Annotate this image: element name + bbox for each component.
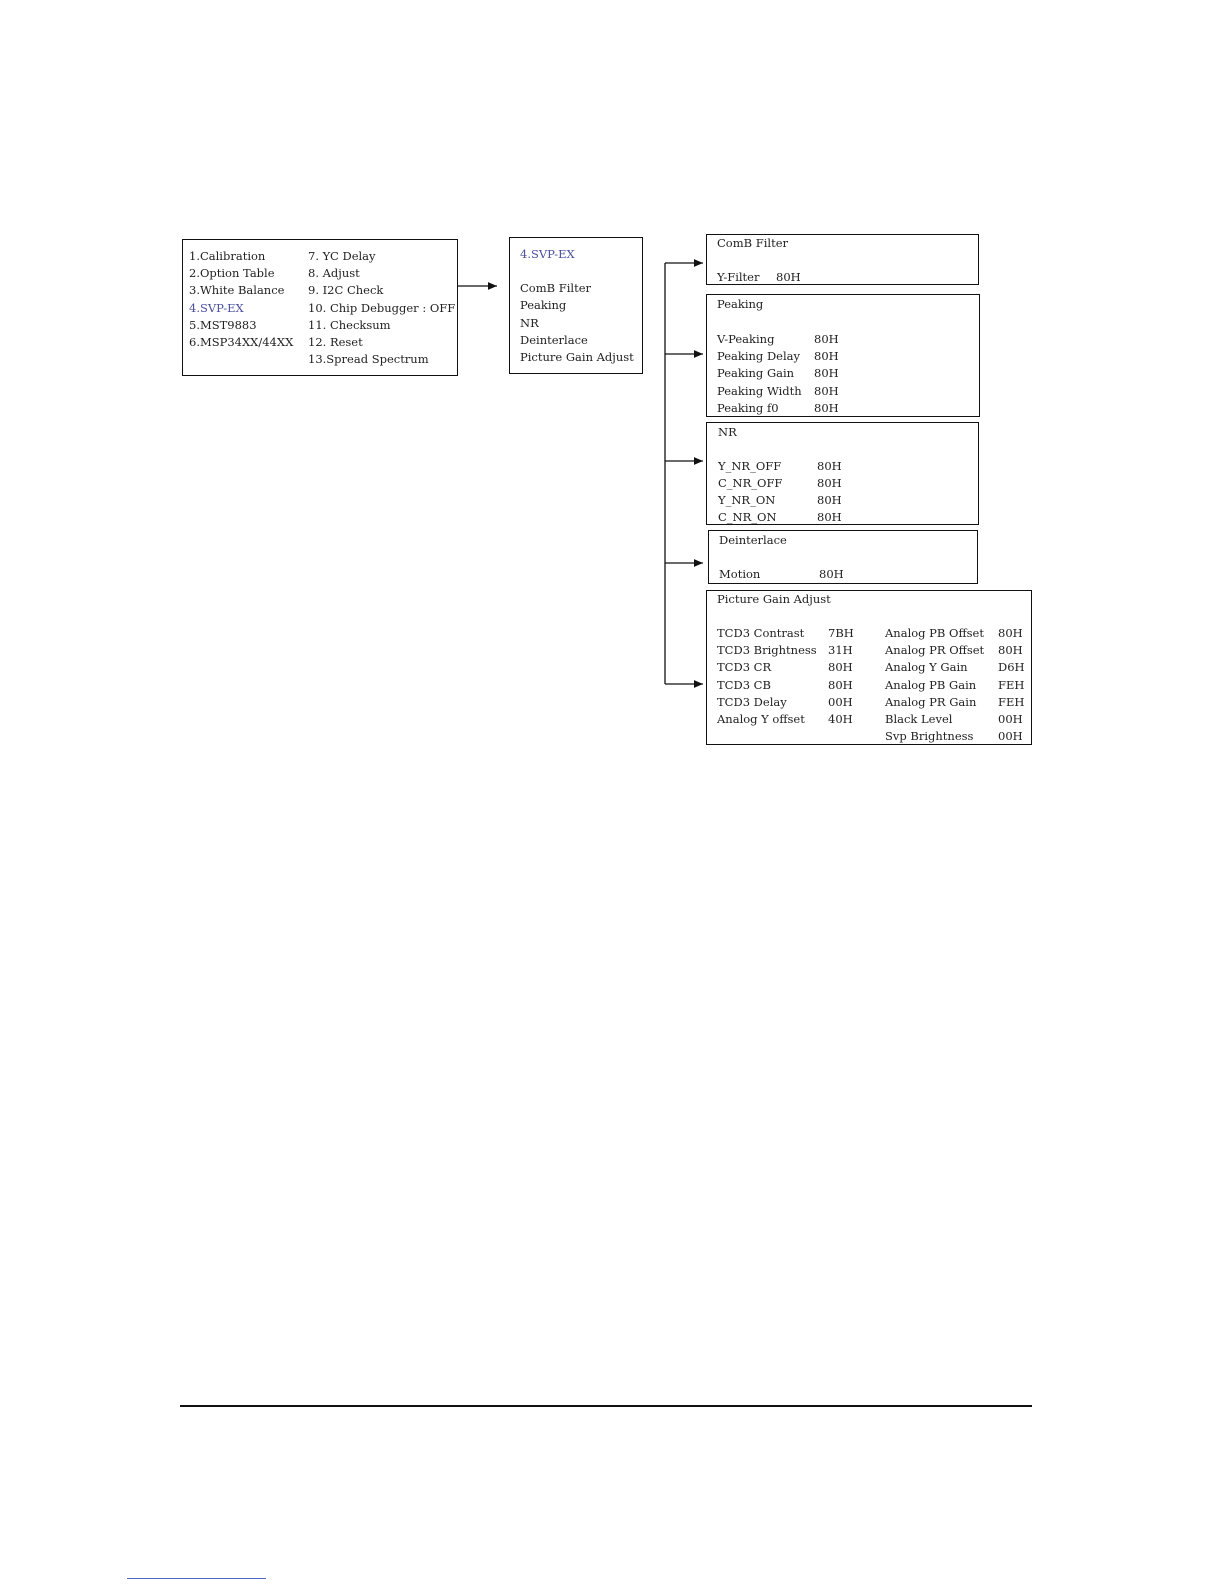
picture-gain-value[interactable]: 80H bbox=[828, 660, 853, 674]
nr-label: C_NR_OFF bbox=[718, 476, 783, 490]
main-menu-box bbox=[182, 239, 458, 376]
svp-item-picture-gain[interactable]: Picture Gain Adjust bbox=[520, 350, 634, 364]
picture-gain-value[interactable]: D6H bbox=[998, 660, 1025, 674]
comb-filter-box bbox=[706, 234, 979, 285]
deinterlace-box bbox=[708, 530, 978, 584]
peaking-label: Peaking Width bbox=[717, 384, 802, 398]
nr-label: Y_NR_OFF bbox=[718, 459, 782, 473]
nr-box bbox=[706, 422, 979, 525]
picture-gain-label: Analog Y offset bbox=[717, 712, 805, 726]
menu-item-calibration[interactable]: 1.Calibration bbox=[189, 249, 266, 263]
menu-item-mst9883[interactable]: 5.MST9883 bbox=[189, 318, 257, 332]
picture-gain-value[interactable]: 00H bbox=[998, 729, 1023, 743]
picture-gain-value[interactable]: 80H bbox=[998, 626, 1023, 640]
menu-item-chip-debugger[interactable]: 10. Chip Debugger : OFF bbox=[308, 301, 456, 315]
peaking-label: Peaking f0 bbox=[717, 401, 779, 415]
peaking-value[interactable]: 80H bbox=[814, 349, 839, 363]
menu-item-adjust[interactable]: 8. Adjust bbox=[308, 266, 360, 280]
footer-rule bbox=[180, 1405, 1032, 1407]
nr-value[interactable]: 80H bbox=[817, 459, 842, 473]
nr-value[interactable]: 80H bbox=[817, 510, 842, 524]
peaking-value[interactable]: 80H bbox=[814, 384, 839, 398]
picture-gain-label: TCD3 Contrast bbox=[717, 626, 805, 640]
comb-filter-label: Y-Filter bbox=[717, 270, 760, 284]
picture-gain-label: Svp Brightness bbox=[885, 729, 974, 743]
menu-item-white-balance[interactable]: 3.White Balance bbox=[189, 283, 285, 297]
picture-gain-value[interactable]: 31H bbox=[828, 643, 853, 657]
deinterlace-label: Motion bbox=[719, 567, 761, 581]
menu-item-i2c-check[interactable]: 9. I2C Check bbox=[308, 283, 384, 297]
picture-gain-label: Black Level bbox=[885, 712, 953, 726]
peaking-value[interactable]: 80H bbox=[814, 332, 839, 346]
svp-item-comb-filter[interactable]: ComB Filter bbox=[520, 281, 591, 295]
peaking-value[interactable]: 80H bbox=[814, 366, 839, 380]
menu-item-svp-ex[interactable]: 4.SVP-EX bbox=[189, 301, 244, 315]
svp-item-peaking[interactable]: Peaking bbox=[520, 298, 567, 312]
picture-gain-label: TCD3 Delay bbox=[717, 695, 787, 709]
peaking-value[interactable]: 80H bbox=[814, 401, 839, 415]
menu-item-msp34xx[interactable]: 6.MSP34XX/44XX bbox=[189, 335, 294, 349]
picture-gain-label: TCD3 CB bbox=[717, 678, 771, 692]
menu-item-option-table[interactable]: 2.Option Table bbox=[189, 266, 275, 280]
picture-gain-label: TCD3 Brightness bbox=[717, 643, 817, 657]
svp-menu-box bbox=[509, 237, 643, 374]
picture-gain-label: Analog PB Gain bbox=[885, 678, 977, 692]
peaking-label: V-Peaking bbox=[717, 332, 775, 346]
svp-item-deinterlace[interactable]: Deinterlace bbox=[520, 333, 588, 347]
picture-gain-value[interactable]: 00H bbox=[828, 695, 853, 709]
nr-value[interactable]: 80H bbox=[817, 493, 842, 507]
svp-menu-title: 4.SVP-EX bbox=[520, 247, 575, 261]
picture-gain-value[interactable]: 80H bbox=[828, 678, 853, 692]
picture-gain-box bbox=[706, 590, 1032, 745]
peaking-label: Peaking Delay bbox=[717, 349, 801, 363]
picture-gain-value[interactable]: 80H bbox=[998, 643, 1023, 657]
nr-label: C_NR_ON bbox=[718, 510, 777, 524]
peaking-label: Peaking Gain bbox=[717, 366, 795, 380]
picture-gain-value[interactable]: 40H bbox=[828, 712, 853, 726]
comb-filter-title: ComB Filter bbox=[717, 236, 788, 250]
menu-item-yc-delay[interactable]: 7. YC Delay bbox=[308, 249, 376, 263]
deinterlace-title: Deinterlace bbox=[719, 533, 787, 547]
picture-gain-value[interactable]: FEH bbox=[998, 678, 1025, 692]
picture-gain-label: Analog PR Gain bbox=[885, 695, 977, 709]
menu-item-reset[interactable]: 12. Reset bbox=[308, 335, 363, 349]
nr-label: Y_NR_ON bbox=[718, 493, 776, 507]
picture-gain-title: Picture Gain Adjust bbox=[717, 592, 831, 606]
picture-gain-value[interactable]: 00H bbox=[998, 712, 1023, 726]
menu-item-spread-spectrum[interactable]: 13.Spread Spectrum bbox=[308, 352, 429, 366]
picture-gain-label: Analog PB Offset bbox=[885, 626, 984, 640]
menu-item-checksum[interactable]: 11. Checksum bbox=[308, 318, 391, 332]
picture-gain-label: Analog Y Gain bbox=[885, 660, 968, 674]
picture-gain-value[interactable]: 7BH bbox=[828, 626, 854, 640]
footer-link-underline[interactable] bbox=[127, 1578, 266, 1579]
svp-item-nr[interactable]: NR bbox=[520, 316, 539, 330]
nr-value[interactable]: 80H bbox=[817, 476, 842, 490]
peaking-title: Peaking bbox=[717, 297, 764, 311]
nr-title: NR bbox=[718, 425, 737, 439]
comb-filter-value[interactable]: 80H bbox=[776, 270, 801, 284]
peaking-box bbox=[706, 294, 980, 417]
picture-gain-label: Analog PR Offset bbox=[885, 643, 985, 657]
picture-gain-label: TCD3 CR bbox=[717, 660, 772, 674]
picture-gain-value[interactable]: FEH bbox=[998, 695, 1025, 709]
deinterlace-value[interactable]: 80H bbox=[819, 567, 844, 581]
